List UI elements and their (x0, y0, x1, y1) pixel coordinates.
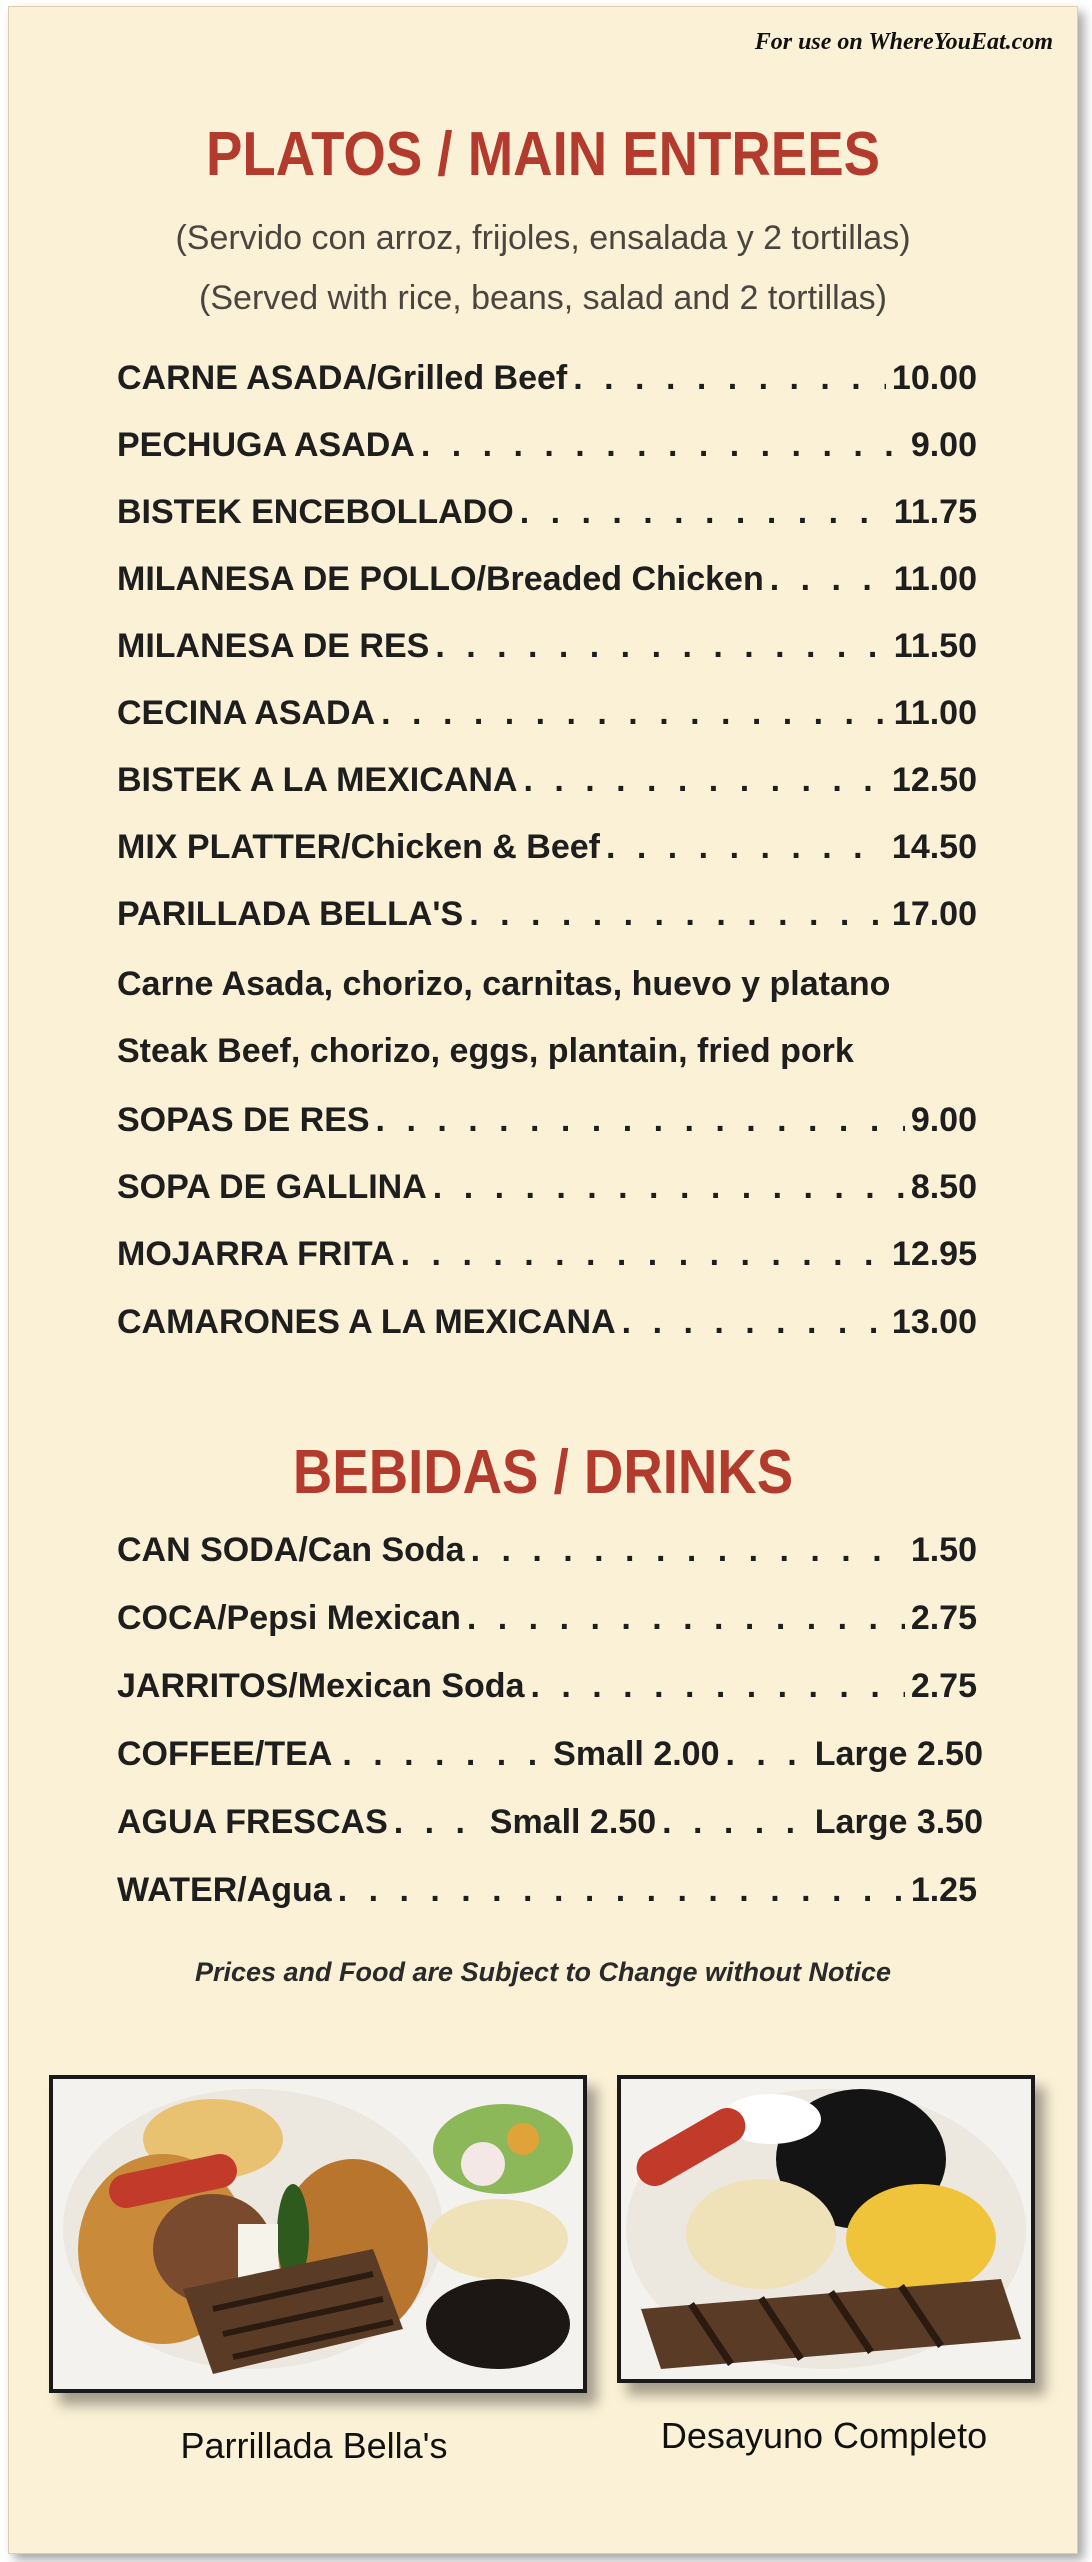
item-name: CARNE ASADA/Grilled Beef (117, 359, 568, 397)
item-price: 2.75 (910, 1599, 977, 1637)
dot-leader (342, 1735, 543, 1774)
item-name: BISTEK ENCEBOLLADO (117, 493, 514, 531)
drinks-title: BEBIDAS / DRINKS (292, 1438, 794, 1507)
menu-item-parillada-bellas (117, 895, 977, 934)
dot-leader (421, 426, 905, 465)
item-name: MILANESA DE RES (117, 627, 430, 665)
item-price: 2.75 (910, 1667, 977, 1705)
dot-leader (770, 560, 888, 599)
item-price: 9.00 (910, 1101, 977, 1139)
item-price-large: Large 3.50 (814, 1803, 983, 1841)
item-price: 11.75 (893, 493, 977, 531)
menu-item-coca-pepsi (117, 1599, 977, 1638)
item-name: PECHUGA ASADA (117, 426, 415, 464)
dot-leader (381, 694, 888, 733)
menu-item-cecina-asada (117, 694, 977, 733)
menu-item-camarones-a-la-mexicana (117, 1303, 977, 1342)
dot-leader (622, 1303, 886, 1342)
menu-item-sopa-de-gallina (117, 1168, 977, 1207)
item-name: MILANESA DE POLLO/Breaded Chicken (117, 560, 764, 598)
photo-parrillada (49, 2075, 587, 2393)
item-name: SOPAS DE RES (117, 1101, 370, 1139)
item-name: CAN SODA/Can Soda (117, 1531, 465, 1569)
menu-item-milanesa-de-pollo (117, 560, 977, 599)
dot-leader (469, 895, 886, 934)
item-price: 11.00 (893, 560, 977, 598)
item-price: 11.00 (893, 694, 977, 732)
menu-item-jarritos (117, 1667, 977, 1706)
item-price-small: Small 2.50 (489, 1803, 657, 1841)
item-price: 10.00 (891, 359, 977, 397)
dot-leader (726, 1735, 809, 1774)
dot-leader (433, 1168, 905, 1207)
item-price: 17.00 (891, 895, 977, 933)
menu-item-coffee-tea (117, 1735, 983, 1774)
item-price: 11.50 (893, 627, 977, 665)
dot-leader (338, 1871, 905, 1910)
dot-leader (376, 1101, 905, 1140)
menu-item-milanesa-de-res (117, 627, 977, 666)
dot-leader (394, 1803, 484, 1842)
price-notice: Prices and Food are Subject to Change without Notice (194, 1957, 892, 1987)
parillada-description-en: Steak Beef, chorizo, eggs, plantain, fried pork (117, 1032, 854, 1070)
dot-leader (662, 1803, 809, 1842)
item-name: COCA/Pepsi Mexican (117, 1599, 461, 1637)
menu-item-mix-platter (117, 828, 977, 867)
photo-caption-right: Desayuno Completo (660, 2415, 988, 2456)
item-name: BISTEK A LA MEXICANA (117, 761, 518, 799)
dot-leader (471, 1531, 905, 1570)
photo-desayuno (617, 2075, 1035, 2383)
menu-item-mojarra-frita (117, 1235, 977, 1274)
item-price-small: Small 2.00 (553, 1735, 720, 1773)
dot-leader (573, 359, 886, 398)
item-name: SOPA DE GALLINA (117, 1168, 427, 1206)
menu-item-sopas-de-res (117, 1101, 977, 1140)
entrees-title: PLATOS / MAIN ENTREES (206, 120, 880, 189)
item-price: 8.50 (910, 1168, 977, 1206)
menu-item-water (117, 1871, 977, 1910)
item-name: PARILLADA BELLA'S (117, 895, 464, 933)
desayuno-plate-image (621, 2079, 1031, 2379)
parillada-description-es: Carne Asada, chorizo, carnitas, huevo y platano (117, 965, 891, 1003)
item-name: WATER/Agua (117, 1871, 332, 1909)
dot-leader (606, 828, 886, 867)
item-price: 1.25 (910, 1871, 977, 1909)
parrillada-plate-image (53, 2079, 583, 2389)
menu-page (8, 6, 1078, 2554)
item-name: MIX PLATTER/Chicken & Beef (117, 828, 600, 866)
menu-item-carne-asada (117, 359, 977, 398)
item-price: 1.50 (910, 1531, 977, 1569)
item-price-large: Large 2.50 (814, 1735, 983, 1773)
menu-item-pechuga-asada (117, 426, 977, 465)
photo-caption-left: Parrillada Bella's (180, 2425, 448, 2466)
item-name: COFFEE/TEA (117, 1735, 333, 1773)
entrees-subtitle-es: (Servido con arroz, frijoles, ensalada y 2 tortillas) (175, 219, 911, 257)
dot-leader (435, 627, 887, 666)
dot-leader (523, 761, 885, 800)
menu-item-bistek-encebollado (117, 493, 977, 532)
dot-leader (520, 493, 888, 532)
item-price: 14.50 (891, 828, 977, 866)
watermark: For use on WhereYouEat.com (754, 29, 1053, 55)
item-name: AGUA FRESCAS (117, 1803, 388, 1841)
item-price: 9.00 (910, 426, 977, 464)
item-name: CECINA ASADA (117, 694, 376, 732)
item-name: JARRITOS/Mexican Soda (117, 1667, 525, 1705)
item-price: 13.00 (891, 1303, 977, 1341)
item-price: 12.95 (891, 1235, 977, 1273)
item-price: 12.50 (891, 761, 977, 799)
menu-item-bistek-a-la-mexicana (117, 761, 977, 800)
item-name: MOJARRA FRITA (117, 1235, 395, 1273)
menu-item-can-soda (117, 1531, 977, 1570)
menu-item-agua-frescas (117, 1803, 983, 1842)
dot-leader (531, 1667, 905, 1706)
dot-leader (467, 1599, 905, 1638)
item-name: CAMARONES A LA MEXICANA (117, 1303, 616, 1341)
dot-leader (401, 1235, 886, 1274)
entrees-subtitle-en: (Served with rice, beans, salad and 2 tortillas) (199, 279, 887, 317)
